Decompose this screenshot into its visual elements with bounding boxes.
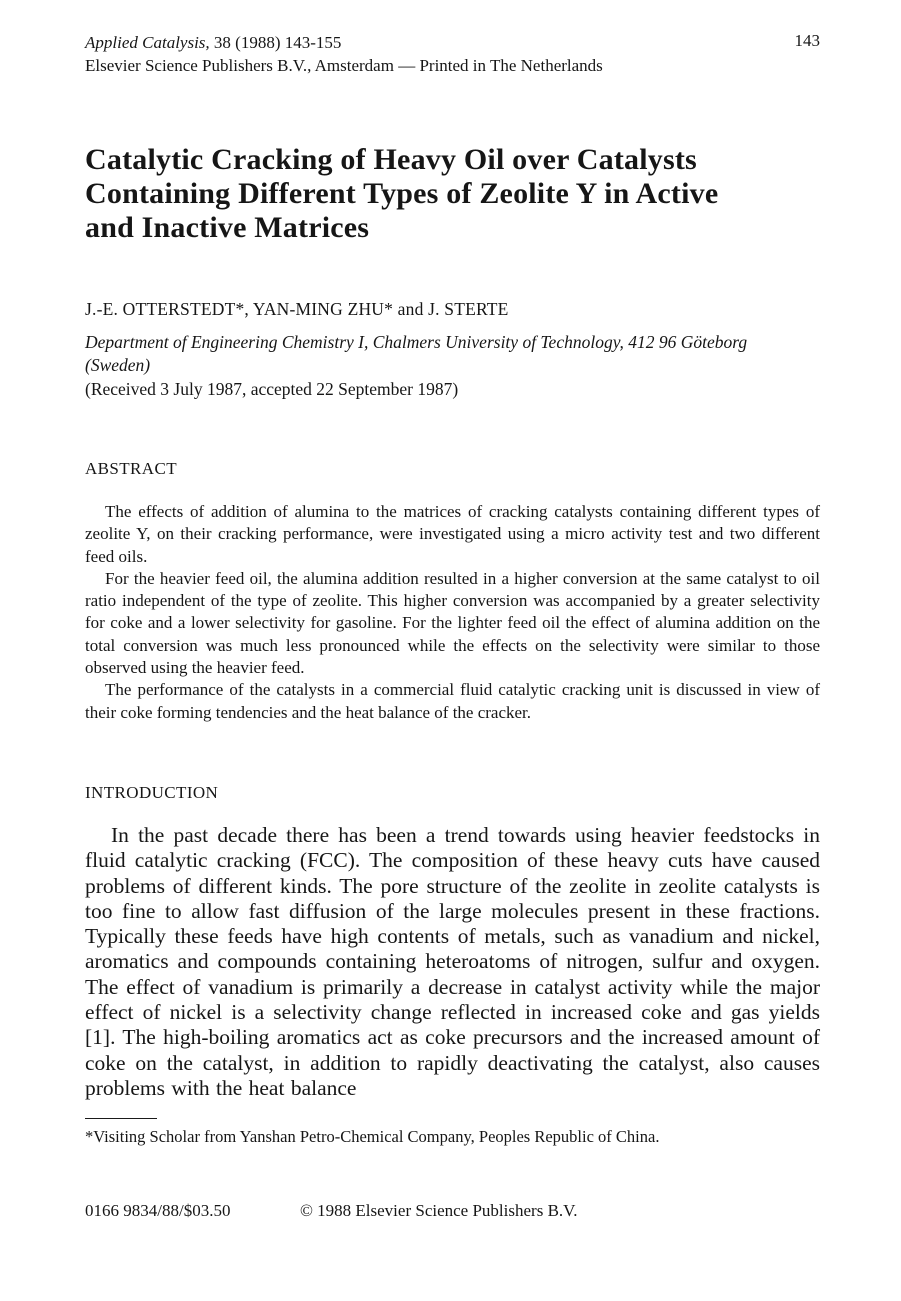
authors-line: J.-E. OTTERSTEDT*, YAN-MING ZHU* and J. STERTE	[85, 299, 509, 319]
footnote-divider	[85, 1118, 157, 1119]
issn-price-code: 0166 9834/88/$03.50	[85, 1201, 231, 1220]
received-dates: (Received 3 July 1987, accepted 22 September 1987)	[85, 379, 459, 399]
introduction-body	[85, 823, 820, 1101]
introduction-heading: INTRODUCTION	[85, 783, 219, 802]
abstract-paragraph-3: The performance of the catalysts in a commercial fluid catalytic cracking unit is discussed in view of their coke forming tendencies and the heat balance of the cracker.	[85, 680, 820, 722]
affiliation-line-2: (Sweden)	[85, 354, 151, 375]
article-title-line-1: Catalytic Cracking of Heavy Oil over Catalysts	[85, 143, 697, 176]
affiliation	[85, 331, 820, 376]
page-footer	[85, 1201, 820, 1221]
publisher-line: Elsevier Science Publishers B.V., Amsterdam — Printed in The Netherlands	[85, 56, 603, 75]
article-title-line-2: Containing Different Types of Zeolite Y in Active	[85, 177, 719, 210]
footnote-text: *Visiting Scholar from Yanshan Petro-Chemical Company, Peoples Republic of China.	[85, 1127, 660, 1146]
journal-header	[85, 31, 820, 77]
journal-citation-line	[85, 31, 820, 54]
abstract-heading: ABSTRACT	[85, 459, 177, 478]
abstract-paragraph-2: For the heavier feed oil, the alumina addition resulted in a higher conversion at the same catalyst to oil ratio independent of the type of zeolite. This higher conversion was accompanied by a greater selectivity for coke and a lower selectivity for gasoline. For the lighter feed oil the effect of alumina addition on the total conversion was much less pronounced while the effects on the selectivity were similar to those observed using the heavier feed.	[85, 568, 820, 678]
copyright-notice: © 1988 Elsevier Science Publishers B.V.	[300, 1201, 578, 1220]
page-number: 143	[794, 31, 820, 50]
article-title-line-3: and Inactive Matrices	[85, 211, 370, 244]
journal-volume-year-pages: 38 (1988) 143-155	[209, 33, 342, 52]
article-title	[85, 143, 820, 245]
abstract-paragraph-1: The effects of addition of alumina to the matrices of cracking catalysts containing different types of zeolite Y, on their cracking performance, were investigated using a micro activity test and two different feed oils.	[85, 502, 820, 566]
affiliation-line-1: Department of Engineering Chemistry I, Chalmers University of Technology, 412 96 Göteborg	[85, 332, 748, 352]
journal-name: Applied Catalysis,	[85, 33, 210, 52]
introduction-paragraph-1: In the past decade there has been a trend towards using heavier feedstocks in fluid catalytic cracking (FCC). The composition of these heavy cuts have caused problems of different kinds. The pore structure of the zeolite in zeolite catalysts is too fine to allow fast diffusion of the large molecules present in these fractions. Typically these feeds have high contents of metals, such as vanadium and nickel, aromatics and compounds containing heteroatoms of nitrogen, sulfur and oxygen. The effect of vanadium is primarily a decrease in catalyst activity while the major effect of nickel is a selectivity change reflected in increased coke and gas yields [1]. The high-boiling aromatics act as coke precursors and the increased amount of coke on the catalyst, in addition to rapidly deactivating the catalyst, also causes problems with the heat balance	[85, 823, 820, 1100]
abstract-body	[85, 501, 820, 724]
